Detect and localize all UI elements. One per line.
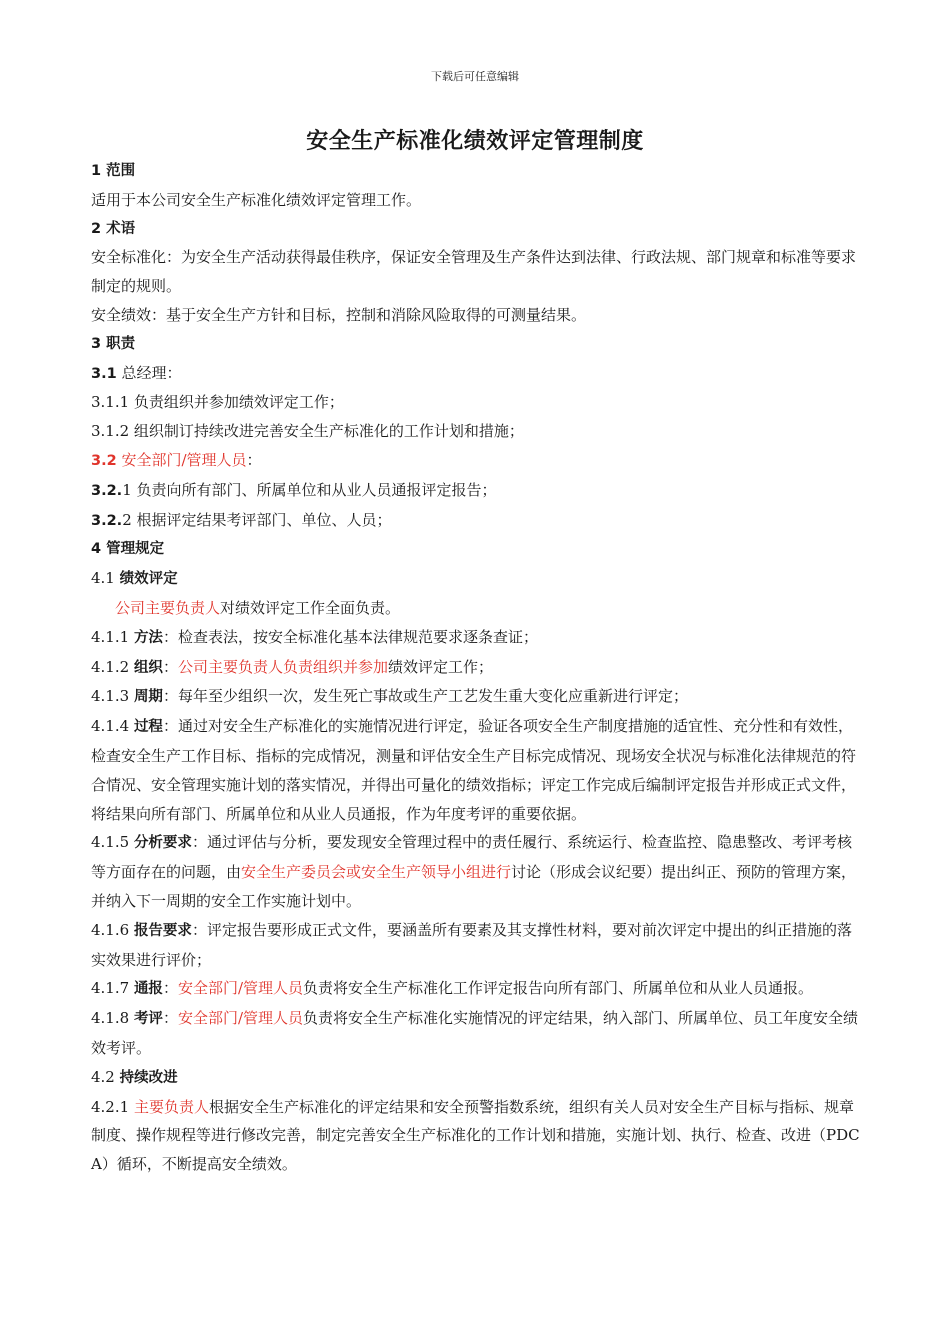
item-number: 4.1.3 [91,687,134,706]
subsection-title: 持续改进 [119,1069,178,1086]
item-4-1-4 [91,712,863,828]
item-number: 4.1.1 [91,627,134,646]
item-label: 通报 [133,981,163,998]
item-colon: ： [162,979,178,998]
highlight-text: 安全生产委员会或安全生产领导小组进行 [241,863,512,882]
item-number: 4.1.6 [91,920,134,939]
item-text: 1 负责向所有部门、所属单位和从业人员通报评定报告； [122,480,497,499]
item-number: 4.1.8 [91,1009,134,1028]
item-4-1-1 [91,623,863,653]
item-3-2-2 [91,506,863,536]
highlight-text: 公司主要负责人负责组织并参加 [177,657,388,676]
item-number: 3.2. [91,482,123,499]
subsection-4-1-intro [91,594,863,623]
item-number: 4.1.4 [91,717,134,736]
section-1-text: 适用于本公司安全生产标准化绩效评定管理工作。 [91,190,422,209]
item-label: 考评 [133,1011,163,1028]
item-label: 报告要求 [133,922,192,939]
highlight-text: 安全部门/管理人员 [177,979,304,998]
term-safety-standardization: 安全标准化：为安全生产活动获得最佳秩序，保证安全管理及生产条件达到法律、行政法规、部门规章和标准等要求制定的规则。 [91,248,857,296]
item-text: 绩效评定工作； [387,657,493,676]
item-4-1-7 [91,974,863,1004]
item-text: 根据安全生产标准化的评定结果和安全预警指数系统，组织有关人员对安全生产目标与指标、规章制度、操作规程等进行修改完善，制定完善安全生产标准化的工作计划和措施，实施计划、执行、检查、改进（PDCA）循环，不断提高安全绩效。 [91,1097,860,1174]
item-4-1-3 [91,682,863,712]
item-3-1-2: 3.1.2 组织制订持续改进完善安全生产标准化的工作计划和措施； [91,422,524,441]
page-header: 下载后可任意编辑 [431,70,519,83]
highlight-text: 安全部门/管理人员 [177,1009,304,1028]
item-3-2 [91,446,863,476]
item-label: 分析要求 [133,835,192,852]
item-number: 4.1.7 [91,979,134,998]
item-number: 4.1 [91,569,120,588]
highlight-text: 公司主要负责人 [115,598,221,617]
item-colon: ： [162,1009,178,1028]
item-label: 过程 [133,719,163,736]
item-3-1 [91,359,863,389]
item-text: ：评定报告要形成正式文件，要涵盖所有要素及其支撑性材料，要对前次评定中提出的纠正措施的落实效果进行评价； [91,920,852,969]
highlight-text: 主要负责人 [133,1097,209,1116]
item-text: ：检查表法，按安全标准化基本法律规范要求逐条查证； [162,627,538,646]
item-text: ：通过评估与分析，要发现安全管理过程中的责任履行、系统运行、检查监控、隐患整改、考评考核等方面存在的问题，由 [91,833,852,882]
item-3-1-1: 3.1.1 负责组织并参加绩效评定工作； [91,393,344,412]
item-colon: ： [162,657,178,676]
item-text: 负责将安全生产标准化实施情况的评定结果，纳入部门、所属单位、员工年度安全绩效考评。 [91,1009,859,1057]
item-text: ：每年至少组织一次，发生死亡事故或生产工艺发生重大变化应重新进行评定； [162,687,688,706]
subsection-4-1 [91,564,863,594]
section-4-heading: 4 管理规定 [91,541,165,558]
item-4-1-8 [91,1004,863,1063]
item-text: 负责将安全生产标准化工作评定报告向所有部门、所属单位和从业人员通报。 [303,979,814,998]
item-number: 3.2. [91,512,123,529]
item-number: 4.1.5 [91,833,134,852]
item-number: 4.2 [91,1067,120,1086]
item-4-1-5 [91,828,863,915]
item-4-1-2 [91,653,863,683]
document-body [91,157,863,1179]
item-number: 3.1 [91,365,117,382]
item-label: 组织 [133,659,163,676]
item-number: 4.2.1 [91,1097,134,1116]
item-label: 周期 [133,689,163,706]
item-label: 方法 [133,629,163,646]
term-safety-performance: 安全绩效：基于安全生产方针和目标，控制和消除风险取得的可测量结果。 [91,305,587,324]
subsection-title: 绩效评定 [119,571,178,588]
section-1-heading: 1 范围 [91,163,136,179]
item-text: ： [246,450,262,469]
item-number: 3.2 [91,452,117,469]
section-3-heading: 3 职责 [91,335,136,352]
subsection-4-2 [91,1063,863,1093]
highlight-text: 安全部门/管理人员 [116,450,247,469]
section-2-heading: 2 术语 [91,220,136,237]
item-4-1-6 [91,916,863,975]
item-text: 总经理： [116,363,182,382]
item-text: ：通过对安全生产标准化的实施情况进行评定，验证各项安全生产制度措施的适宜性、充分性和有效性，检查安全生产工作目标、指标的完成情况，测量和评估安全生产目标完成情况、现场安全状况与标准化法律规范的符合情况、安全管理实施计划的落实情况，并得出可量化的绩效指标；评定工作完成后编制评定报告并形成正式文件，将结果向所有部门、所属单位和从业人员通报，作为年度考评的重要依据。 [91,717,857,823]
item-text-continued: 讨论（形成会议纪要）提出纠正、预防的管理方案，并纳入下一周期的安全工作实施计划中。 [91,863,857,910]
document-title: 安全生产标准化绩效评定管理制度 [306,129,644,154]
item-number: 4.1.2 [91,657,134,676]
item-text: 对绩效评定工作全面负责。 [220,598,401,617]
item-4-2-1 [91,1093,863,1179]
item-text: 2 根据评定结果考评部门、单位、人员； [122,510,392,529]
item-3-2-1 [91,476,863,506]
